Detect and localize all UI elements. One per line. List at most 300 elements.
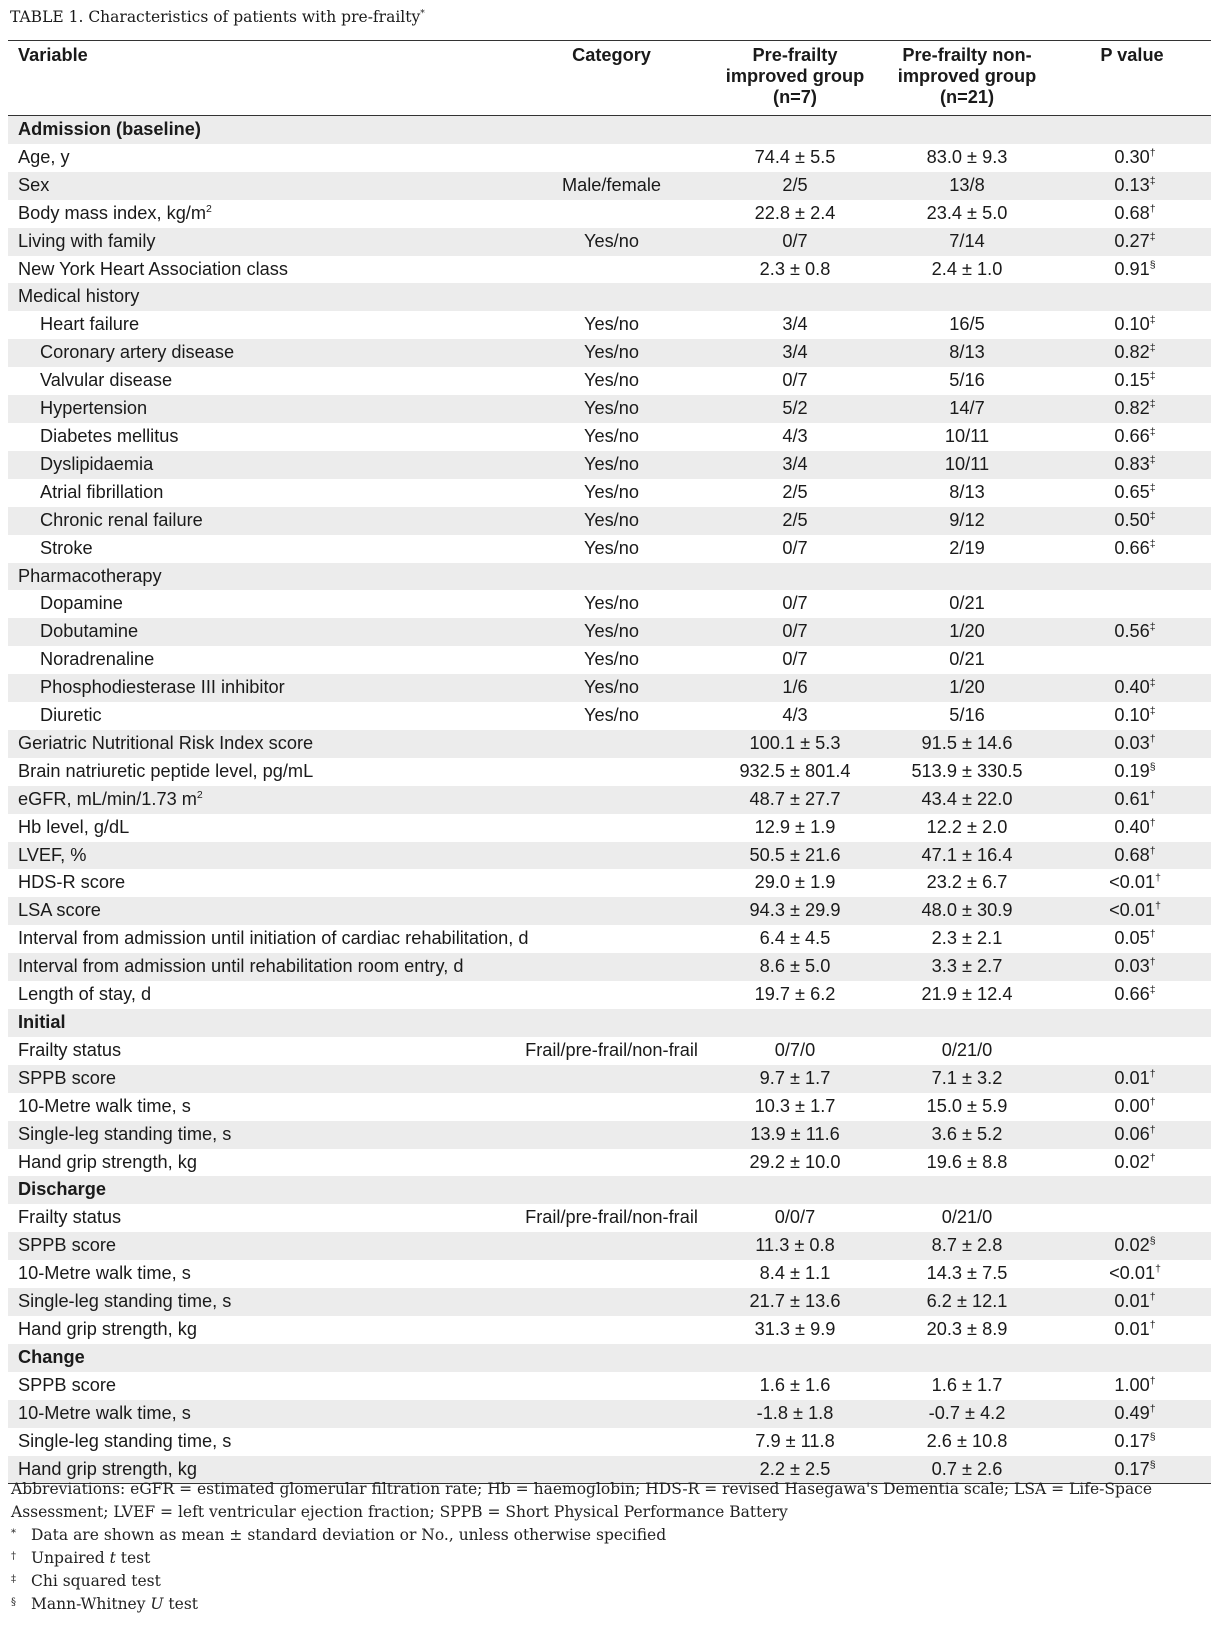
variable-label: Stroke (40, 537, 93, 558)
variable-label: Brain natriuretic peptide level, pg/mL (18, 760, 314, 781)
cell-improved-group: 4/3 (782, 425, 808, 446)
cell-improved-group: 3/4 (782, 314, 808, 335)
p-value-text: <0.01 (1109, 900, 1156, 921)
variable-label: Dobutamine (40, 621, 139, 642)
variable-label: New York Heart Association class (18, 258, 288, 279)
cell-improved-group: 5/2 (709, 395, 881, 423)
cell-variable (8, 1344, 514, 1372)
cell-p-value (1053, 590, 1211, 618)
table-row (8, 451, 1211, 479)
cell-improved-group: 9.7 ± 1.7 (709, 1065, 881, 1093)
header-p-value: P value (1053, 41, 1211, 116)
cell-p-value (1053, 395, 1211, 423)
cell-category (514, 1400, 709, 1428)
cell-non-improved-group: 14/7 (881, 395, 1053, 423)
test-footnote-mark: † (1149, 1151, 1156, 1164)
cell-variable (8, 1288, 514, 1316)
table-row (8, 897, 1211, 925)
cell-p-value (1053, 1149, 1211, 1177)
p-value-text: 0.02 (1114, 1235, 1150, 1256)
variable-label: Age, y (18, 146, 70, 167)
cell-improved-group: 12.9 ± 1.9 (754, 816, 836, 837)
test-footnote-mark: ‡ (1149, 481, 1156, 494)
variable-label: Admission (baseline) (18, 119, 201, 139)
cell-improved-group: 13.9 ± 11.6 (709, 1121, 881, 1149)
table-row (8, 674, 1211, 702)
table-row (8, 228, 1211, 256)
cell-improved-group (709, 563, 881, 591)
variable-label: Interval from admission until initiation of cardiac rehabilitation, d (18, 928, 529, 949)
p-value-text: <0.01 (1109, 1263, 1156, 1284)
cell-category: Yes/no (584, 649, 639, 670)
cell-variable (8, 1260, 514, 1288)
cell-non-improved-group: 19.6 ± 8.8 (926, 1151, 1008, 1172)
table-row (8, 981, 1211, 1009)
footnotes-list (11, 1524, 1211, 1616)
cell-variable (8, 507, 514, 535)
cell-p-value (1053, 256, 1211, 284)
cell-p-value (1053, 423, 1211, 451)
cell-improved-group: 48.7 ± 27.7 (709, 786, 881, 814)
cell-variable (8, 842, 514, 870)
cell-p-value (1053, 563, 1211, 591)
test-footnote-mark: ‡ (1149, 314, 1156, 327)
cell-non-improved-group: 5/16 (949, 705, 985, 726)
cell-improved-group (709, 1176, 881, 1204)
cell-p-value (1053, 869, 1211, 897)
test-footnote-mark: § (1149, 1458, 1156, 1471)
test-footnote-mark: † (1149, 1374, 1156, 1387)
cell-variable (8, 172, 514, 200)
cell-variable (8, 646, 514, 674)
cell-p-value (1053, 1288, 1211, 1316)
header-variable: Variable (8, 41, 514, 116)
cell-variable (8, 1037, 514, 1065)
cell-non-improved-group: 513.9 ± 330.5 (911, 760, 1023, 781)
p-value-text: 0.13 (1114, 174, 1150, 195)
test-footnote-mark: † (1155, 1263, 1161, 1276)
header-group2 (881, 41, 1053, 116)
variable-label: SPPB score (18, 1235, 117, 1256)
cell-improved-group: 2/5 (709, 507, 881, 535)
cell-category (514, 1009, 709, 1037)
cell-improved-group: 2/5 (782, 481, 808, 502)
variable-label: Diabetes mellitus (40, 425, 179, 446)
variable-label: Single-leg standing time, s (18, 1430, 232, 1451)
cell-category (514, 1316, 709, 1344)
cell-category (514, 1428, 709, 1456)
test-footnote-mark: ‡ (1149, 174, 1156, 187)
cell-p-value (1053, 786, 1211, 814)
cell-p-value (1053, 507, 1211, 535)
cell-category: Yes/no (514, 451, 709, 479)
cell-p-value (1053, 535, 1211, 563)
cell-variable (8, 953, 514, 981)
cell-non-improved-group: -0.7 ± 4.2 (881, 1400, 1053, 1428)
table-row (8, 172, 1211, 200)
cell-p-value (1053, 311, 1211, 339)
cell-variable (8, 1176, 514, 1204)
cell-non-improved-group: 3.6 ± 5.2 (881, 1121, 1053, 1149)
test-footnote-mark: † (1149, 146, 1156, 159)
cell-non-improved-group: 2.6 ± 10.8 (926, 1430, 1008, 1451)
test-footnote-mark: ‡ (1149, 342, 1156, 355)
cell-variable (8, 339, 514, 367)
test-footnote-mark: † (1149, 1318, 1156, 1331)
cell-variable (8, 981, 514, 1009)
header-group1-line: Pre-frailty (752, 45, 838, 65)
cell-category (514, 200, 709, 228)
table-section-row (8, 1176, 1211, 1204)
cell-variable (8, 1232, 514, 1260)
variable-label: Living with family (18, 230, 156, 251)
cell-improved-group (709, 1344, 881, 1372)
table-row (8, 1428, 1211, 1456)
cell-p-value (1053, 814, 1211, 842)
variable-label: Coronary artery disease (40, 342, 235, 363)
cell-variable (8, 758, 514, 786)
variable-label: Change (18, 1346, 85, 1367)
cell-improved-group: 100.1 ± 5.3 (709, 730, 881, 758)
footnote (11, 1593, 1211, 1616)
cell-category (514, 730, 709, 758)
cell-p-value (1053, 953, 1211, 981)
table-row (8, 869, 1211, 897)
cell-non-improved-group: 21.9 ± 12.4 (921, 984, 1013, 1005)
cell-variable (8, 563, 514, 591)
cell-variable (8, 1316, 514, 1344)
cell-non-improved-group: 13/8 (881, 172, 1053, 200)
cell-non-improved-group: 10/11 (881, 451, 1053, 479)
p-value-text: 1.00 (1114, 1374, 1150, 1395)
cell-non-improved-group: 2/19 (949, 537, 985, 558)
table-row (8, 953, 1211, 981)
cell-variable (8, 116, 514, 144)
cell-p-value (1053, 228, 1211, 256)
cell-p-value (1053, 1260, 1211, 1288)
table-caption-mark: * (420, 8, 425, 19)
table-row (8, 311, 1211, 339)
cell-category (514, 842, 709, 870)
cell-improved-group: 0/7 (782, 593, 808, 614)
cell-variable (8, 618, 514, 646)
variable-label: eGFR, mL/min/1.73 m (18, 788, 197, 809)
cell-non-improved-group: 1/20 (881, 618, 1053, 646)
test-footnote-mark: ‡ (1149, 509, 1156, 522)
cell-non-improved-group (881, 283, 1053, 311)
cell-category (514, 897, 709, 925)
variable-label: SPPB score (18, 1067, 117, 1088)
test-footnote-mark: † (1149, 202, 1156, 215)
cell-improved-group: 74.4 ± 5.5 (754, 146, 836, 167)
cell-variable (8, 423, 514, 451)
cell-p-value (1053, 1121, 1211, 1149)
table-row (8, 1037, 1211, 1065)
p-value-text: 0.50 (1114, 509, 1150, 530)
p-value-text: 0.49 (1114, 1402, 1150, 1423)
footnote (11, 1547, 1211, 1570)
test-footnote-mark: § (1149, 1235, 1156, 1248)
cell-non-improved-group (881, 1176, 1053, 1204)
test-footnote-mark: ‡ (1149, 621, 1156, 634)
test-footnote-mark: † (1149, 1402, 1156, 1415)
table-row (8, 702, 1211, 730)
header-group1-line: (n=7) (773, 87, 817, 107)
cell-category (514, 1344, 709, 1372)
cell-p-value (1053, 283, 1211, 311)
cell-non-improved-group: 12.2 ± 2.0 (926, 816, 1008, 837)
cell-category: Yes/no (514, 395, 709, 423)
test-footnote-mark: † (1149, 1291, 1156, 1303)
cell-p-value (1053, 1344, 1211, 1372)
table-row (8, 1149, 1211, 1177)
p-value-text: 0.15 (1114, 370, 1150, 391)
variable-label: Atrial fibrillation (40, 481, 164, 502)
cell-category: Yes/no (514, 228, 709, 256)
footnote-text: Unpaired (31, 1549, 110, 1567)
test-footnote-mark: ‡ (1149, 984, 1156, 997)
table-row (8, 1372, 1211, 1400)
cell-category: Yes/no (514, 674, 709, 702)
cell-improved-group: 1.6 ± 1.6 (759, 1374, 831, 1395)
cell-category: Frail/pre-frail/non-frail (525, 1207, 698, 1228)
cell-variable (8, 786, 514, 814)
table-row (8, 563, 1211, 591)
cell-p-value (1053, 674, 1211, 702)
cell-category (514, 1232, 709, 1260)
cell-non-improved-group: 47.1 ± 16.4 (881, 842, 1053, 870)
p-value-text: 0.19 (1114, 760, 1150, 781)
table-section-row (8, 1009, 1211, 1037)
cell-p-value (1053, 1037, 1211, 1065)
cell-improved-group: 0/7 (709, 618, 881, 646)
p-value-text: 0.10 (1114, 314, 1150, 335)
cell-p-value (1053, 339, 1211, 367)
cell-non-improved-group: 0/21 (949, 649, 985, 670)
cell-category (514, 144, 709, 172)
cell-category (514, 814, 709, 842)
p-value-text: 0.01 (1114, 1291, 1150, 1312)
test-footnote-mark: † (1149, 788, 1156, 801)
table-row (8, 1204, 1211, 1232)
cell-non-improved-group (881, 1009, 1053, 1037)
cell-improved-group: 932.5 ± 801.4 (739, 760, 851, 781)
table-row (8, 507, 1211, 535)
variable-label: Dyslipidaemia (40, 453, 154, 474)
table-row (8, 1400, 1211, 1428)
cell-category (514, 1260, 709, 1288)
cell-variable (8, 702, 514, 730)
cell-category: Yes/no (584, 705, 639, 726)
table-row (8, 1232, 1211, 1260)
p-value-text: 0.00 (1114, 1095, 1150, 1116)
table-row (8, 842, 1211, 870)
cell-p-value (1053, 1065, 1211, 1093)
table-row (8, 646, 1211, 674)
table-body (8, 116, 1211, 1484)
variable-label: LVEF, % (18, 844, 87, 865)
cell-improved-group: 11.3 ± 0.8 (709, 1232, 881, 1260)
table-row (8, 479, 1211, 507)
table-row (8, 423, 1211, 451)
cell-p-value (1053, 925, 1211, 953)
cell-p-value (1053, 1176, 1211, 1204)
cell-non-improved-group (881, 563, 1053, 591)
p-value-text: 0.03 (1114, 956, 1150, 977)
cell-non-improved-group: 7/14 (881, 228, 1053, 256)
cell-variable (8, 228, 514, 256)
test-footnote-mark: ‡ (1149, 537, 1156, 550)
variable-label: Discharge (18, 1179, 106, 1200)
cell-variable (8, 1009, 514, 1037)
p-value-text: <0.01 (1109, 872, 1156, 893)
cell-category (514, 758, 709, 786)
cell-non-improved-group (881, 1344, 1053, 1372)
footnote-mark: § (11, 1597, 16, 1608)
cell-p-value (1053, 1204, 1211, 1232)
test-footnote-mark: † (1155, 872, 1161, 885)
p-value-text: 0.10 (1114, 705, 1150, 726)
cell-improved-group: 1/6 (709, 674, 881, 702)
cell-variable (8, 897, 514, 925)
footnote (11, 1570, 1211, 1593)
cell-improved-group: -1.8 ± 1.8 (709, 1400, 881, 1428)
cell-p-value (1053, 1428, 1211, 1456)
table-row (8, 1260, 1211, 1288)
cell-category (514, 563, 709, 591)
cell-p-value (1053, 1316, 1211, 1344)
variable-label: Valvular disease (40, 370, 173, 391)
footnote-text: Chi squared test (31, 1572, 161, 1590)
table-row (8, 339, 1211, 367)
p-value-text: 0.01 (1114, 1318, 1150, 1339)
cell-category (514, 1288, 709, 1316)
variable-label: Initial (18, 1012, 66, 1032)
p-value-text: 0.01 (1114, 1067, 1150, 1088)
cell-variable (8, 1121, 514, 1149)
p-value-text: 0.66 (1114, 984, 1150, 1005)
cell-improved-group: 22.8 ± 2.4 (754, 202, 836, 223)
cell-improved-group: 0/7/0 (774, 1039, 816, 1060)
test-footnote-mark: † (1149, 816, 1156, 829)
cell-variable (8, 1428, 514, 1456)
p-value-text: 0.17 (1114, 1458, 1150, 1479)
p-value-text: 0.02 (1114, 1151, 1150, 1172)
cell-p-value (1053, 730, 1211, 758)
cell-non-improved-group: 7.1 ± 3.2 (881, 1065, 1053, 1093)
table-row (8, 1121, 1211, 1149)
table-caption (10, 8, 425, 26)
cell-improved-group: 2/5 (709, 172, 881, 200)
cell-improved-group (709, 283, 881, 311)
cell-variable (8, 367, 514, 395)
variable-label: Phosphodiesterase III inhibitor (40, 677, 285, 698)
table-row (8, 1065, 1211, 1093)
cell-non-improved-group: 6.2 ± 12.1 (881, 1288, 1053, 1316)
p-value-text: 0.91 (1114, 258, 1150, 279)
table-row (8, 730, 1211, 758)
cell-non-improved-group: 3.3 ± 2.7 (881, 953, 1053, 981)
unit-superscript: 2 (206, 202, 212, 215)
cell-category (514, 116, 709, 144)
table-row (8, 395, 1211, 423)
cell-variable (8, 395, 514, 423)
variable-label: Medical history (18, 286, 140, 307)
cell-variable (8, 869, 514, 897)
variable-label: HDS-R score (18, 872, 126, 893)
variable-label: Pharmacotherapy (18, 565, 162, 586)
cell-category (514, 1065, 709, 1093)
table-row (8, 786, 1211, 814)
cell-improved-group: 0/7 (782, 370, 808, 391)
variable-label: Hand grip strength, kg (18, 1318, 197, 1339)
table-row (8, 144, 1211, 172)
cell-improved-group: 0/7 (782, 537, 808, 558)
test-footnote-mark: § (1149, 1430, 1156, 1443)
p-value-text: 0.03 (1114, 732, 1150, 753)
cell-non-improved-group: 8.7 ± 2.8 (881, 1232, 1053, 1260)
variable-label: Heart failure (40, 314, 140, 335)
header-group2-line: (n=21) (939, 87, 995, 107)
table-row (8, 1288, 1211, 1316)
cell-variable (8, 925, 529, 953)
cell-improved-group: 31.3 ± 9.9 (754, 1318, 836, 1339)
test-footnote-mark: ‡ (1149, 677, 1156, 690)
test-footnote-mark: † (1155, 900, 1161, 913)
cell-non-improved-group: 2.3 ± 2.1 (931, 928, 1003, 949)
table-section-row (8, 1344, 1211, 1372)
table-row (8, 256, 1211, 284)
cell-improved-group (709, 116, 881, 144)
cell-category (514, 786, 709, 814)
variable-label: Frailty status (18, 1039, 122, 1060)
cell-p-value (1053, 116, 1211, 144)
table-row (8, 590, 1211, 618)
cell-variable (8, 730, 514, 758)
p-value-text: 0.61 (1114, 788, 1150, 809)
cell-non-improved-group: 10/11 (944, 425, 990, 446)
p-value-text: 0.65 (1114, 481, 1150, 502)
cell-improved-group: 0/0/7 (774, 1207, 816, 1228)
cell-p-value (1053, 702, 1211, 730)
footnote-text: Data are shown as mean ± standard deviation or No., unless otherwise specified (31, 1526, 667, 1544)
header-group2-line: Pre-frailty non- (902, 45, 1032, 65)
cell-variable (8, 535, 514, 563)
p-value-text: 0.82 (1114, 342, 1150, 363)
table-row (8, 618, 1211, 646)
cell-p-value (1053, 1372, 1211, 1400)
variable-label: Hand grip strength, kg (18, 1151, 197, 1172)
variable-label: 10-Metre walk time, s (18, 1402, 191, 1423)
footnote-text: t (109, 1549, 116, 1567)
cell-non-improved-group: 23.4 ± 5.0 (926, 202, 1008, 223)
cell-category: Male/female (514, 172, 709, 200)
cell-variable (8, 144, 514, 172)
cell-p-value (1053, 172, 1211, 200)
test-footnote-mark: † (1149, 1067, 1156, 1080)
cell-variable (8, 674, 514, 702)
cell-variable (8, 1093, 514, 1121)
cell-variable (8, 256, 514, 284)
variable-label: 10-Metre walk time, s (18, 1095, 191, 1116)
p-value-text: 0.30 (1114, 146, 1150, 167)
cell-improved-group: 19.7 ± 6.2 (754, 984, 836, 1005)
cell-improved-group: 10.3 ± 1.7 (754, 1095, 836, 1116)
p-value-text: 0.40 (1114, 677, 1150, 698)
variable-label: Dopamine (40, 593, 123, 614)
cell-variable (8, 590, 514, 618)
cell-non-improved-group: 5/16 (949, 370, 985, 391)
